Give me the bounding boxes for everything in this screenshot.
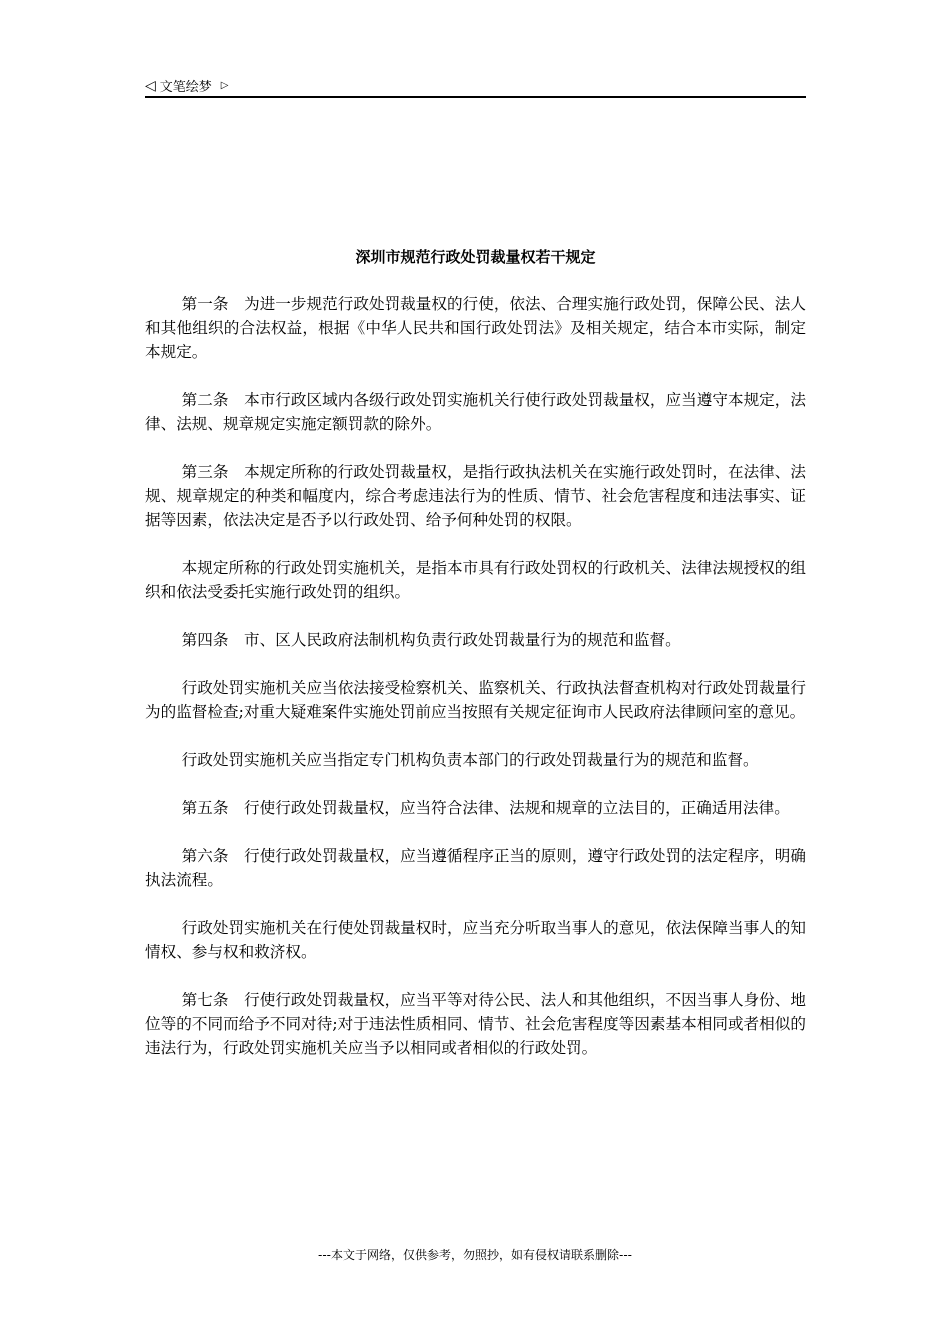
- right-triangle-icon: ▷: [220, 79, 229, 91]
- paragraph: 第三条 本规定所称的行政处罚裁量权，是指行政执法机关在实施行政处罚时，在法律、法规、规章规定的种类和幅度内，综合考虑违法行为的性质、情节、社会危害程度和违法事实、证据等因素，依法决定是否予以行政处罚、给予何种处罚的权限。: [145, 463, 806, 529]
- paragraph: 第六条 行使行政处罚裁量权，应当遵循程序正当的原则，遵守行政处罚的法定程序，明确执法流程。: [145, 847, 806, 889]
- paragraph: 第四条 市、区人民政府法制机构负责行政处罚裁量行为的规范和监督。: [181, 631, 681, 649]
- paragraph: 第七条 行使行政处罚裁量权，应当平等对待公民、法人和其他组织，不因当事人身份、地位等的不同而给予不同对待;对于违法性质相同、情节、社会危害程度等因素基本相同或者相似的违法行为，行政处罚实施机关应当予以相同或者相似的行政处罚。: [145, 991, 806, 1057]
- paragraph: 行政处罚实施机关在行使处罚裁量权时，应当充分听取当事人的意见，依法保障当事人的知情权、参与权和救济权。: [145, 919, 806, 961]
- paragraph: 本规定所称的行政处罚实施机关，是指本市具有行政处罚权的行政机关、法律法规授权的组织和依法受委托实施行政处罚的组织。: [145, 559, 806, 601]
- page-footer: ---本文于网络，仅供参考，勿照抄，如有侵权请联系删除---: [318, 1248, 632, 1262]
- paragraph: 行政处罚实施机关应当指定专门机构负责本部门的行政处罚裁量行为的规范和监督。: [181, 751, 759, 769]
- left-triangle-icon: ◁: [145, 77, 156, 94]
- paragraph: 第二条 本市行政区域内各级行政处罚实施机关行使行政处罚裁量权，应当遵守本规定，法律、法规、规章规定实施定额罚款的除外。: [145, 391, 806, 433]
- paragraph: 第五条 行使行政处罚裁量权，应当符合法律、法规和规章的立法目的，正确适用法律。: [181, 799, 790, 817]
- paragraph: 行政处罚实施机关应当依法接受检察机关、监察机关、行政执法督查机构对行政处罚裁量行为的监督检查;对重大疑难案件实施处罚前应当按照有关规定征询市人民政府法律顾问室的意见。: [145, 679, 806, 721]
- header-brand: [145, 76, 229, 95]
- document-body: [145, 292, 806, 1084]
- page-header: [145, 74, 806, 98]
- brand-text: 文笔绘梦: [159, 80, 212, 95]
- header-rule: [145, 96, 806, 98]
- paragraph: 第一条 为进一步规范行政处罚裁量权的行使，依法、合理实施行政处罚，保障公民、法人和其他组织的合法权益，根据《中华人民共和国行政处罚法》及相关规定，结合本市实际，制定本规定。: [145, 295, 806, 361]
- document-title: 深圳市规范行政处罚裁量权若干规定: [355, 248, 596, 266]
